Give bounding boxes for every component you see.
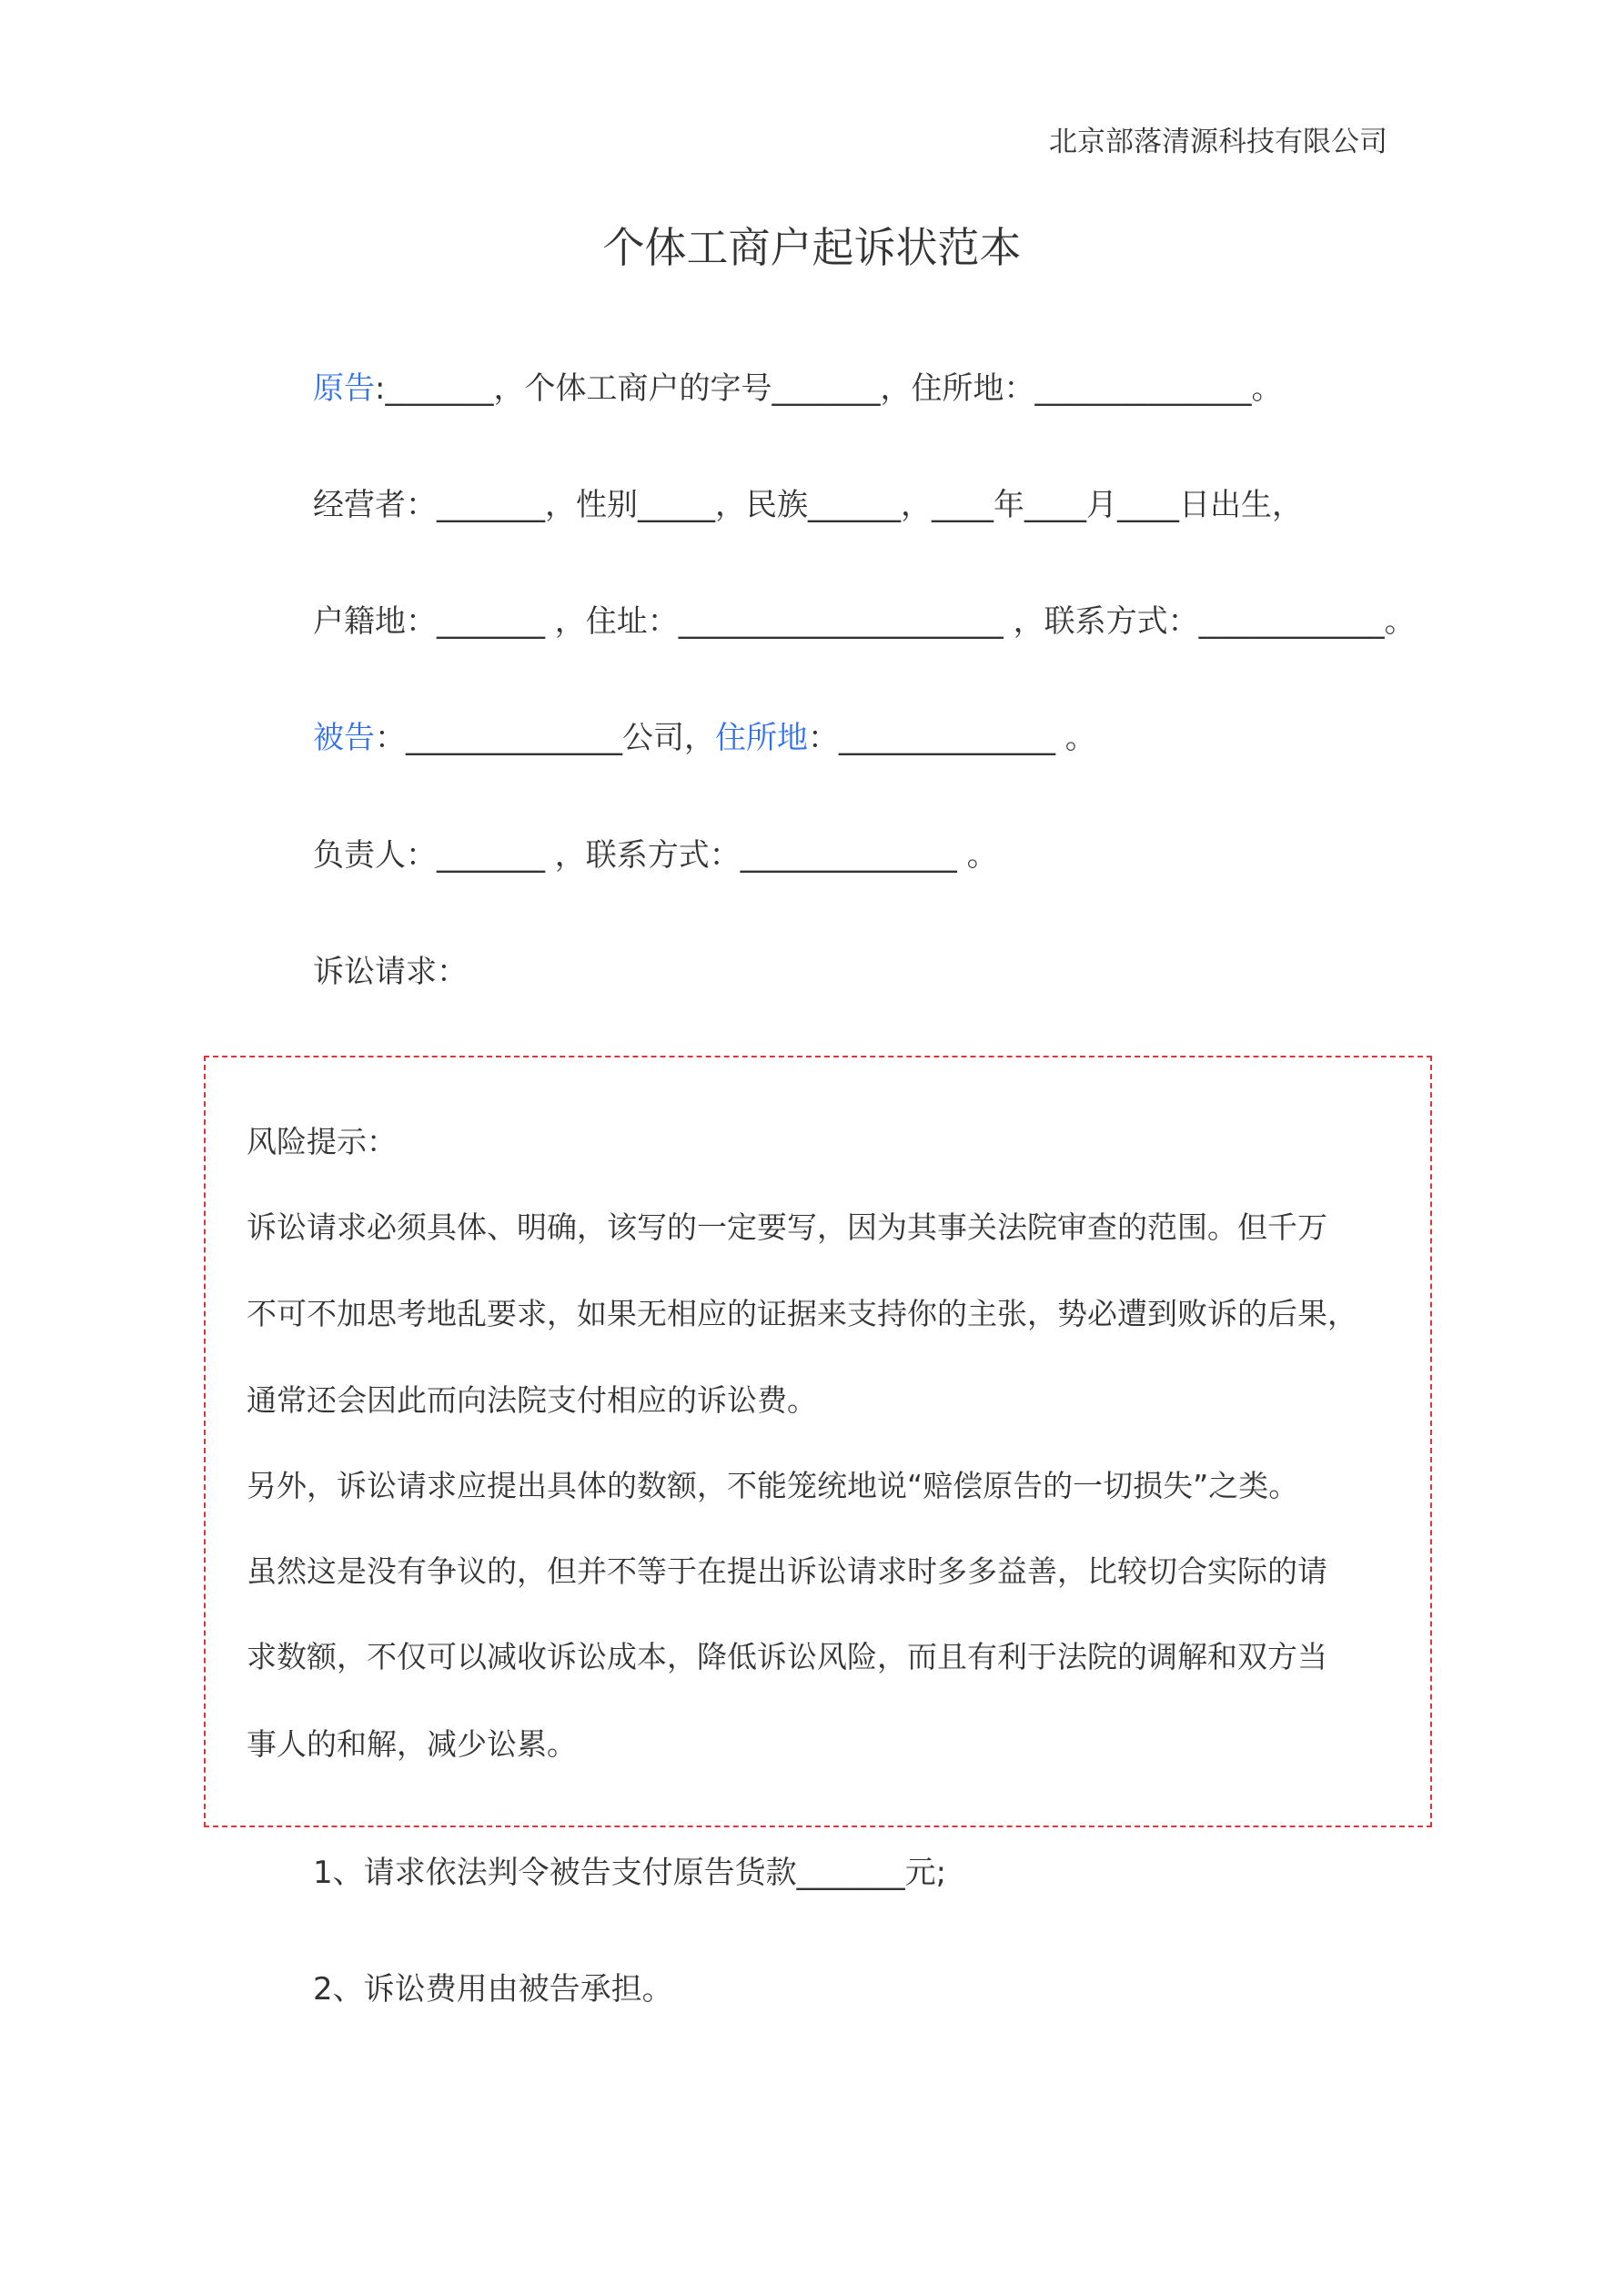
claim-item-1: 1、请求依法判令被告支付原告货款_______元; — [313, 1855, 947, 1891]
risk-heading: 风险提示： — [247, 1124, 397, 1159]
risk-line: 事人的和解，减少讼累。 — [247, 1726, 577, 1762]
defendant-address-link[interactable]: 住所地 — [715, 720, 808, 756]
risk-line: 求数额，不仅可以减收诉讼成本，降低诉讼风险，而且有利于法院的调解和双方当 — [247, 1639, 1327, 1674]
defendant-line — [313, 720, 1096, 756]
plaintiff-fields: :_______，个体工商户的字号_______，住所地：______________。 — [375, 370, 1283, 407]
company-name: 北京部落清源科技有限公司 — [1049, 126, 1387, 158]
risk-line: 虽然这是没有争议的，但并不等于在提出诉讼请求时多多益善，比较切合实际的请 — [247, 1553, 1327, 1589]
operator-line: 经营者：_______，性别_____，民族______，____年____月____日出生， — [313, 487, 1303, 523]
risk-line: 另外，诉讼请求应提出具体的数额，不能笼统地说“赔偿原告的一切损失”之类。 — [247, 1468, 1299, 1503]
claim-item-2: 2、诉讼费用由被告承担。 — [313, 1971, 673, 2008]
plaintiff-link[interactable]: 原告 — [313, 370, 375, 407]
plaintiff-line — [313, 370, 1282, 407]
defendant-company-field: ：______________公司， — [375, 720, 715, 756]
household-line: 户籍地：_______ ，住址：_____________________ ，联系方式：____________。 — [313, 603, 1416, 640]
defendant-address-field: ：______________ 。 — [808, 720, 1096, 756]
risk-line: 不可不加思考地乱要求，如果无相应的证据来支持你的主张，势必遭到败诉的后果， — [247, 1296, 1357, 1331]
risk-notice-box — [204, 1056, 1432, 1827]
responsible-line: 负责人：_______ ，联系方式：______________ 。 — [313, 837, 998, 874]
risk-line: 诉讼请求必须具体、明确，该写的一定要写，因为其事关法院审查的范围。但千万 — [247, 1209, 1327, 1245]
claims-heading: 诉讼请求： — [313, 954, 468, 990]
defendant-link[interactable]: 被告 — [313, 720, 375, 756]
risk-line: 通常还会因此而向法院支付相应的诉讼费。 — [247, 1382, 817, 1418]
document-title: 个体工商户起诉状范本 — [602, 223, 1022, 272]
